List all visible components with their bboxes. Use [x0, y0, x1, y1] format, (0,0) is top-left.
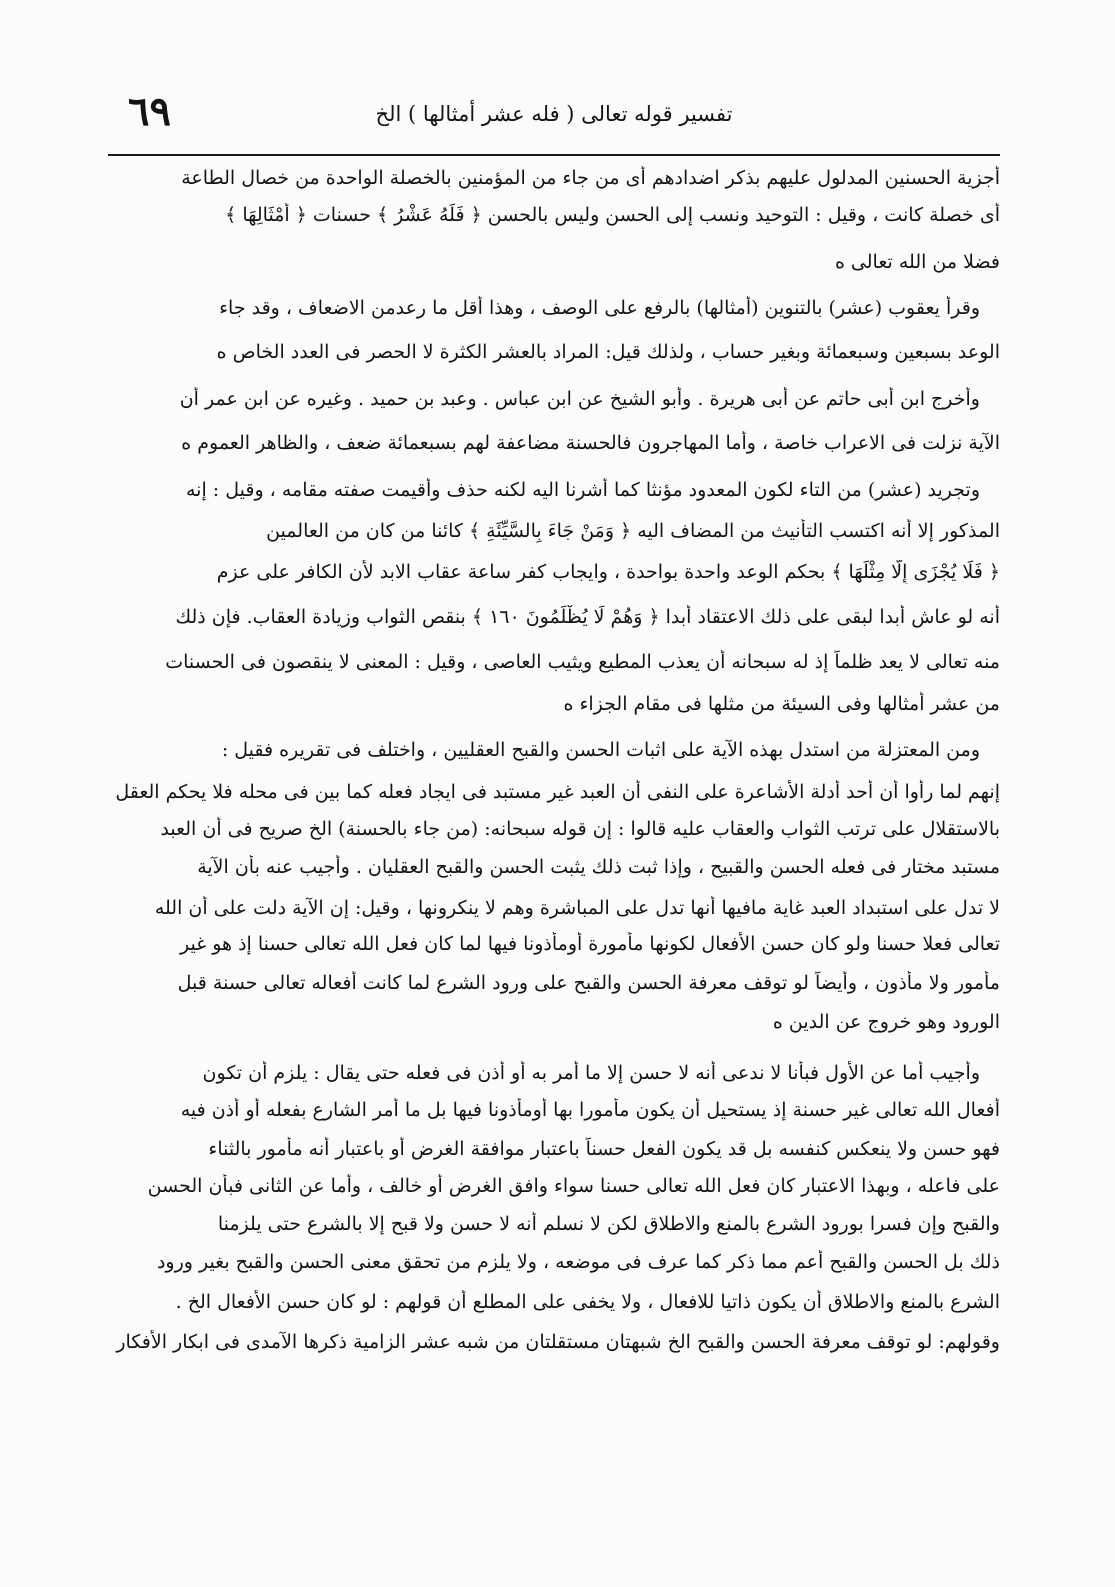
header-rule: [108, 154, 1000, 156]
text-line: منه تعالى لا يعد ظلماً إذ له سبحانه أن يعذب المطيع ويثيب العاصى ، وقيل : المعنى لا ينقصون فى الحسنات: [165, 651, 1000, 673]
text-line: ذلك بل الحسن والقبح أعم مما ذكر كما عرف فى موضعه ، ولا يلزم من تحقق معنى الحسن والقبح بغير ورود: [156, 1251, 1000, 1273]
text-line: أى خصلة كانت ، وقيل : التوحيد ونسب إلى الحسن وليس بالحسن ﴿ فَلَهُ عَشْرُ ﴾ حسنات ﴿ أَمْثَالِهَا ﴾: [225, 204, 1000, 226]
text-line: الورود وهو خروج عن الدين ه: [772, 1011, 1000, 1033]
text-line: وأجيب أما عن الأول فبأنا لا ندعى أنه لا حسن إلا ما أمر به أو أذن فى فعله حتى يقال : يلزم أن تكون: [202, 1062, 980, 1084]
text-line: من عشر أمثالها وفى السيئة من مثلها فى مقام الجزاء ه: [563, 693, 1000, 715]
text-line: وتجريد (عشر) من التاء لكون المعدود مؤنثا كما أشرنا اليه لكنه حذف وأقيمت صفته مقامه ، وقيل : إنه: [186, 479, 980, 501]
text-line: وقرأ يعقوب (عشر) بالتنوين (أمثالها) بالرفع على الوصف ، وهذا أقل ما رعدمن الاضعاف ، وقد جاء: [219, 297, 980, 319]
text-line: مستبد مختار فى فعله الحسن والقبيح ، وإذا ثبت ذلك يثبت الحسن والقبح العقليان . وأجيب عنه بأن الآية: [197, 856, 1000, 878]
text-line: تعالى فعلا حسنا ولو كان حسن الأفعال لكونها مأمورة أومأذونا فيها لما كان فعل الله تعالى حسنا إذ هو غير: [180, 933, 1000, 955]
page-number: ٦٩: [128, 88, 171, 135]
text-line: وقولهم: لو توقف معرفة الحسن والقبح الخ شبهتان مستقلتان من شبه عشر الزامية ذكرها الآمدى فى ابكار الأفكار: [116, 1331, 1000, 1353]
text-line: المذكور إلا أنه اكتسب التأنيث من المضاف اليه ﴿ وَمَنْ جَاءَ بِالسَّيِّئَةِ ﴾ كائنا من كان من العالمين: [266, 520, 1000, 542]
text-line: ومن المعتزلة من استدل بهذه الآية على اثبات الحسن والقبح العقليين ، واختلف فى تقريره فقيل :: [221, 739, 980, 761]
text-line: ﴿ فَلَا يُجْزَى إِلَّا مِثْلَهَا ﴾ بحكم الوعد واحدة بواحدة ، وايجاب كفر ساعة عقاب الابد لأن الكافر على عزم: [216, 561, 1000, 583]
text-line: بالاستقلال على ترتب الثواب والعقاب عليه قالوا : إن قوله سبحانه: (من جاء بالحسنة) الخ صريح فى أن العبد: [160, 818, 1000, 840]
text-line: مأمور ولا مأذون ، وأيضاً لو توقف معرفة الحسن والقبح على ورود الشرع لما كانت أفعاله تعالى حسنة قبل: [177, 972, 1000, 994]
text-line: فضلا من الله تعالى ه: [834, 251, 1000, 273]
text-line: إنهم لما رأوا أن أحد أدلة الأشاعرة على النفى أن العبد غير مستبد فى ايجاد فعله كما بين فى محله فلا يحكم العقل: [115, 781, 1000, 803]
text-line: على فاعله ، وبهذا الاعتبار كان فعل الله تعالى حسنا سواء وافق الغرض أو خالف ، وأما عن الثانى فبأن الحسن: [147, 1175, 1000, 1197]
text-line: الشرع بالمنع والاطلاق أن يكون ذاتيا للافعال ، ولا يخفى على المطلع أن قولهم : لو كان حسن الأفعال الخ .: [175, 1291, 1000, 1313]
text-line: فهو حسن ولا ينعكس كنفسه بل قد يكون الفعل حسناً باعتبار موافقة الغرض أو باعتبار أنه مأمور بالثناء: [208, 1138, 1000, 1160]
text-line: أفعال الله تعالى غير حسنة إذ يستحيل أن يكون مأمورا بها أومأذونا فيها بل ما أمر الشارع بفعله أو أذن فيه: [180, 1099, 1000, 1121]
text-line: أنه لو عاش أبدا لبقى على ذلك الاعتقاد أبدا ﴿ وَهُمْ لَا يُظْلَمُونَ ١٦٠ ﴾ بنقص الثواب وزيادة العقاب. فإن ذلك: [175, 606, 1000, 628]
running-title: تفسير قوله تعالى ( فله عشر أمثالها ) الخ: [375, 102, 733, 126]
text-line: وأخرج ابن أبى حاتم عن أبى هريرة . وأبو الشيخ عن ابن عباس . وعبد بن حميد . وغيره عن ابن عمر أن: [179, 388, 980, 410]
page-header: [108, 88, 1000, 158]
text-line: الوعد بسبعين وسبعمائة وبغير حساب ، ولذلك قيل: المراد بالعشر الكثرة لا الحصر فى العدد الخاص ه: [216, 341, 1000, 363]
text-line: أجزية الحسنين المدلول عليهم بذكر اضدادهم أى من جاء من المؤمنين بالخصلة الواحدة من خصال الطاعة: [181, 167, 1000, 189]
text-line: والقبح وإن فسرا بورود الشرع بالمنع والاطلاق لكن لا نسلم أنه لا حسن ولا قبح إلا بالشرع حتى يلزمنا: [217, 1213, 1000, 1235]
text-line: الآية نزلت فى الاعراب خاصة ، وأما المهاجرون فالحسنة مضاعفة لهم بسبعمائة ضعف ، والظاهر العموم ه: [181, 432, 1000, 454]
text-line: لا تدل على استبداد العبد غاية مافيها أنها تدل على المباشرة وهم لا ينكرونها ، وقيل: إن الآية دلت على أن الله: [154, 897, 1000, 919]
